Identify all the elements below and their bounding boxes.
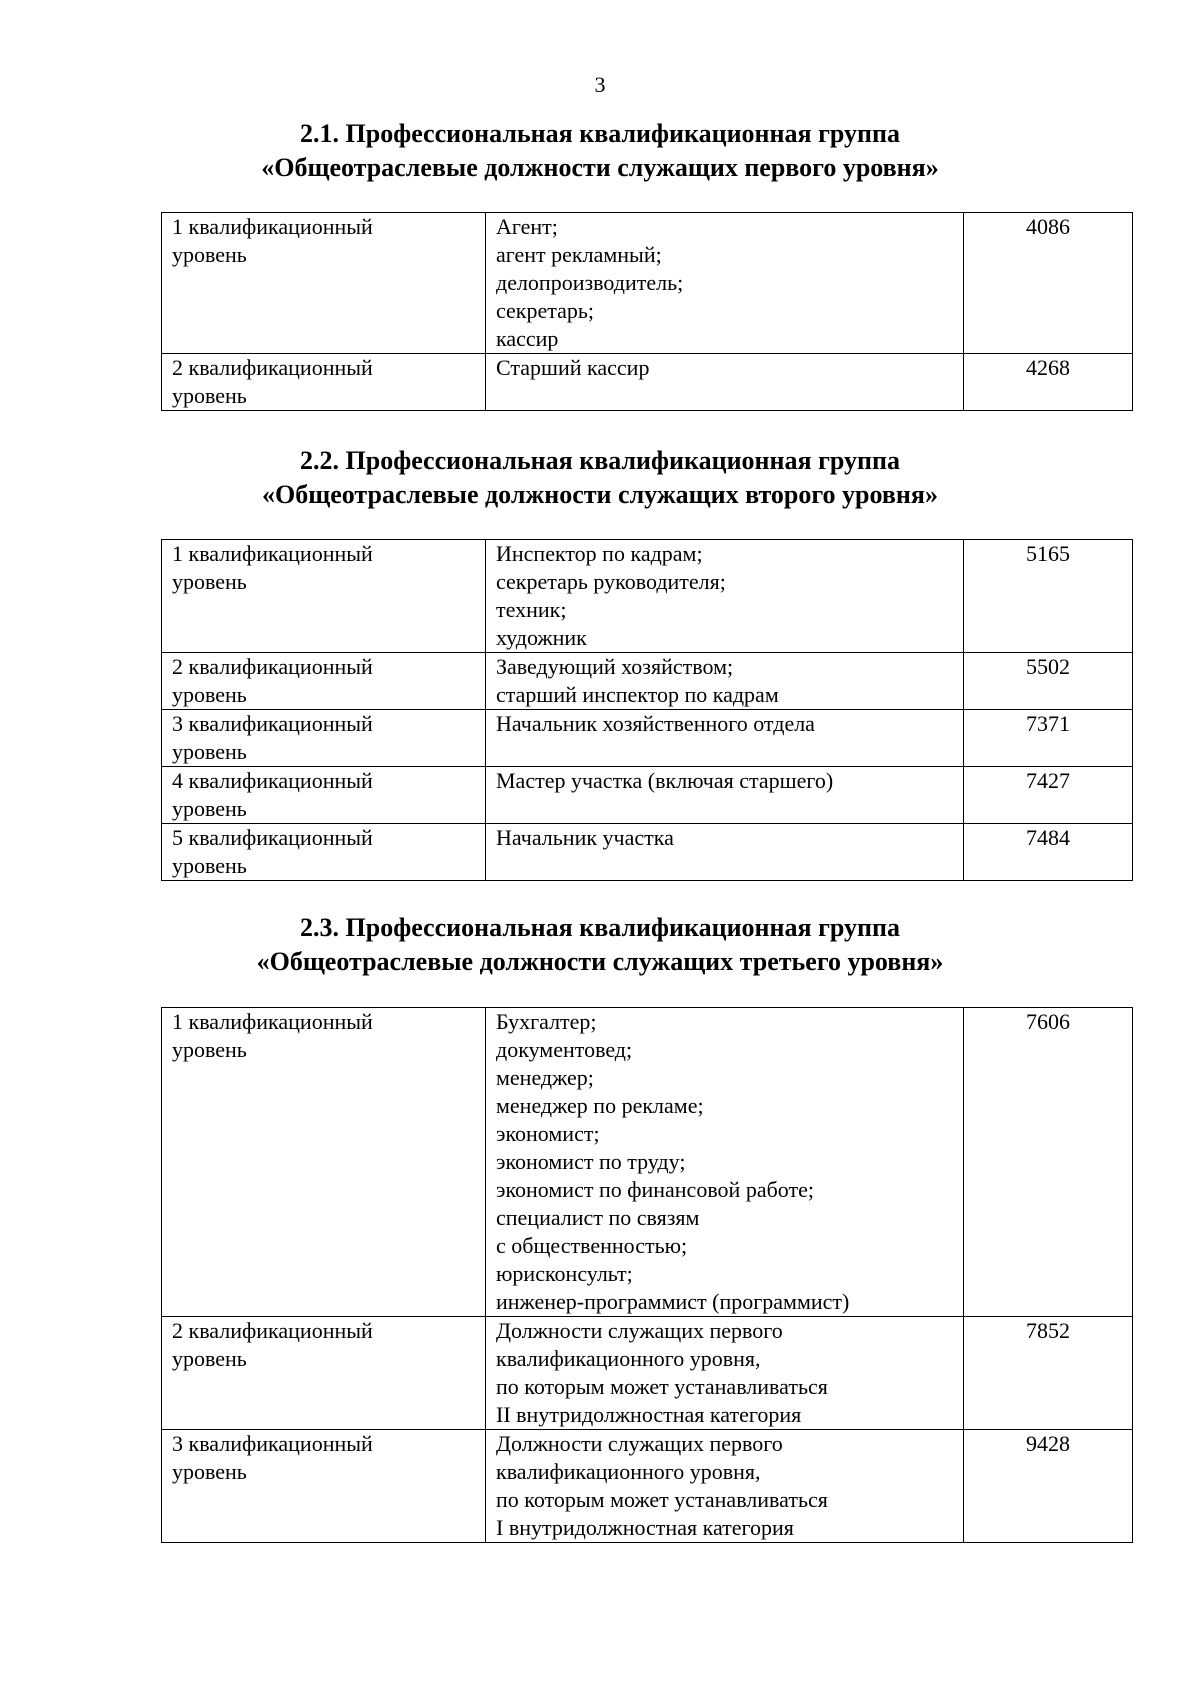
positions-cell: Начальник участка xyxy=(486,824,964,881)
section-title-2-1 xyxy=(0,117,1200,185)
level-cell: 3 квалификационный уровень xyxy=(162,710,486,767)
positions-cell: Начальник хозяйственного отдела xyxy=(486,710,964,767)
positions-cell: Инспектор по кадрам; секретарь руководителя; техник; художник xyxy=(486,540,964,653)
positions-cell: Мастер участка (включая старшего) xyxy=(486,767,964,824)
salary-cell: 7852 xyxy=(964,1317,1133,1430)
table-row xyxy=(162,540,1133,653)
table-row xyxy=(162,824,1133,881)
salary-cell: 7427 xyxy=(964,767,1133,824)
section-title-2-3 xyxy=(0,911,1200,979)
level-cell: 4 квалификационный уровень xyxy=(162,767,486,824)
section-title-line: 2.1. Профессиональная квалификационная группа xyxy=(300,119,900,148)
table-row xyxy=(162,1430,1133,1543)
level-cell: 2 квалификационный уровень xyxy=(162,653,486,710)
table-row xyxy=(162,767,1133,824)
positions-cell: Старший кассир xyxy=(486,354,964,411)
positions-cell: Должности служащих первого квалификационного уровня, по которым может устанавливаться I внутридолжностная категория xyxy=(486,1430,964,1543)
table-row xyxy=(162,1317,1133,1430)
section-title-2-2 xyxy=(0,444,1200,512)
table-group-2-2 xyxy=(161,539,1133,881)
level-cell: 3 квалификационный уровень xyxy=(162,1430,486,1543)
page-number: 3 xyxy=(594,72,606,97)
positions-cell: Должности служащих первого квалификационного уровня, по которым может устанавливаться II внутридолжностная категория xyxy=(486,1317,964,1430)
salary-cell: 5165 xyxy=(964,540,1133,653)
salary-cell: 5502 xyxy=(964,653,1133,710)
positions-cell: Заведующий хозяйством; старший инспектор по кадрам xyxy=(486,653,964,710)
section-title-line: 2.3. Профессиональная квалификационная группа xyxy=(300,913,900,942)
section-title-line: «Общеотраслевые должности служащих первого уровня» xyxy=(261,153,939,182)
level-cell: 5 квалификационный уровень xyxy=(162,824,486,881)
table-row xyxy=(162,354,1133,411)
level-cell: 1 квалификационный уровень xyxy=(162,1008,486,1317)
table-row xyxy=(162,213,1133,354)
salary-cell: 7371 xyxy=(964,710,1133,767)
positions-cell: Бухгалтер; документовед; менеджер; менеджер по рекламе; экономист; экономист по труду; экономист по финансовой работе; специалист по связям с общественностью; юрисконсульт; инженер-программист (программист) xyxy=(486,1008,964,1317)
salary-cell: 9428 xyxy=(964,1430,1133,1543)
table-row xyxy=(162,653,1133,710)
positions-cell: Агент; агент рекламный; делопроизводитель; секретарь; кассир xyxy=(486,213,964,354)
level-cell: 2 квалификационный уровень xyxy=(162,354,486,411)
section-title-line: «Общеотраслевые должности служащих второго уровня» xyxy=(262,480,938,509)
table-group-2-1 xyxy=(161,212,1133,411)
salary-cell: 4268 xyxy=(964,354,1133,411)
level-cell: 1 квалификационный уровень xyxy=(162,213,486,354)
salary-cell: 7606 xyxy=(964,1008,1133,1317)
section-title-line: «Общеотраслевые должности служащих третьего уровня» xyxy=(256,947,944,976)
salary-cell: 7484 xyxy=(964,824,1133,881)
table-group-2-3 xyxy=(161,1007,1133,1543)
salary-cell: 4086 xyxy=(964,213,1133,354)
table-row xyxy=(162,710,1133,767)
section-title-line: 2.2. Профессиональная квалификационная группа xyxy=(300,446,900,475)
level-cell: 1 квалификационный уровень xyxy=(162,540,486,653)
table-row xyxy=(162,1008,1133,1317)
level-cell: 2 квалификационный уровень xyxy=(162,1317,486,1430)
